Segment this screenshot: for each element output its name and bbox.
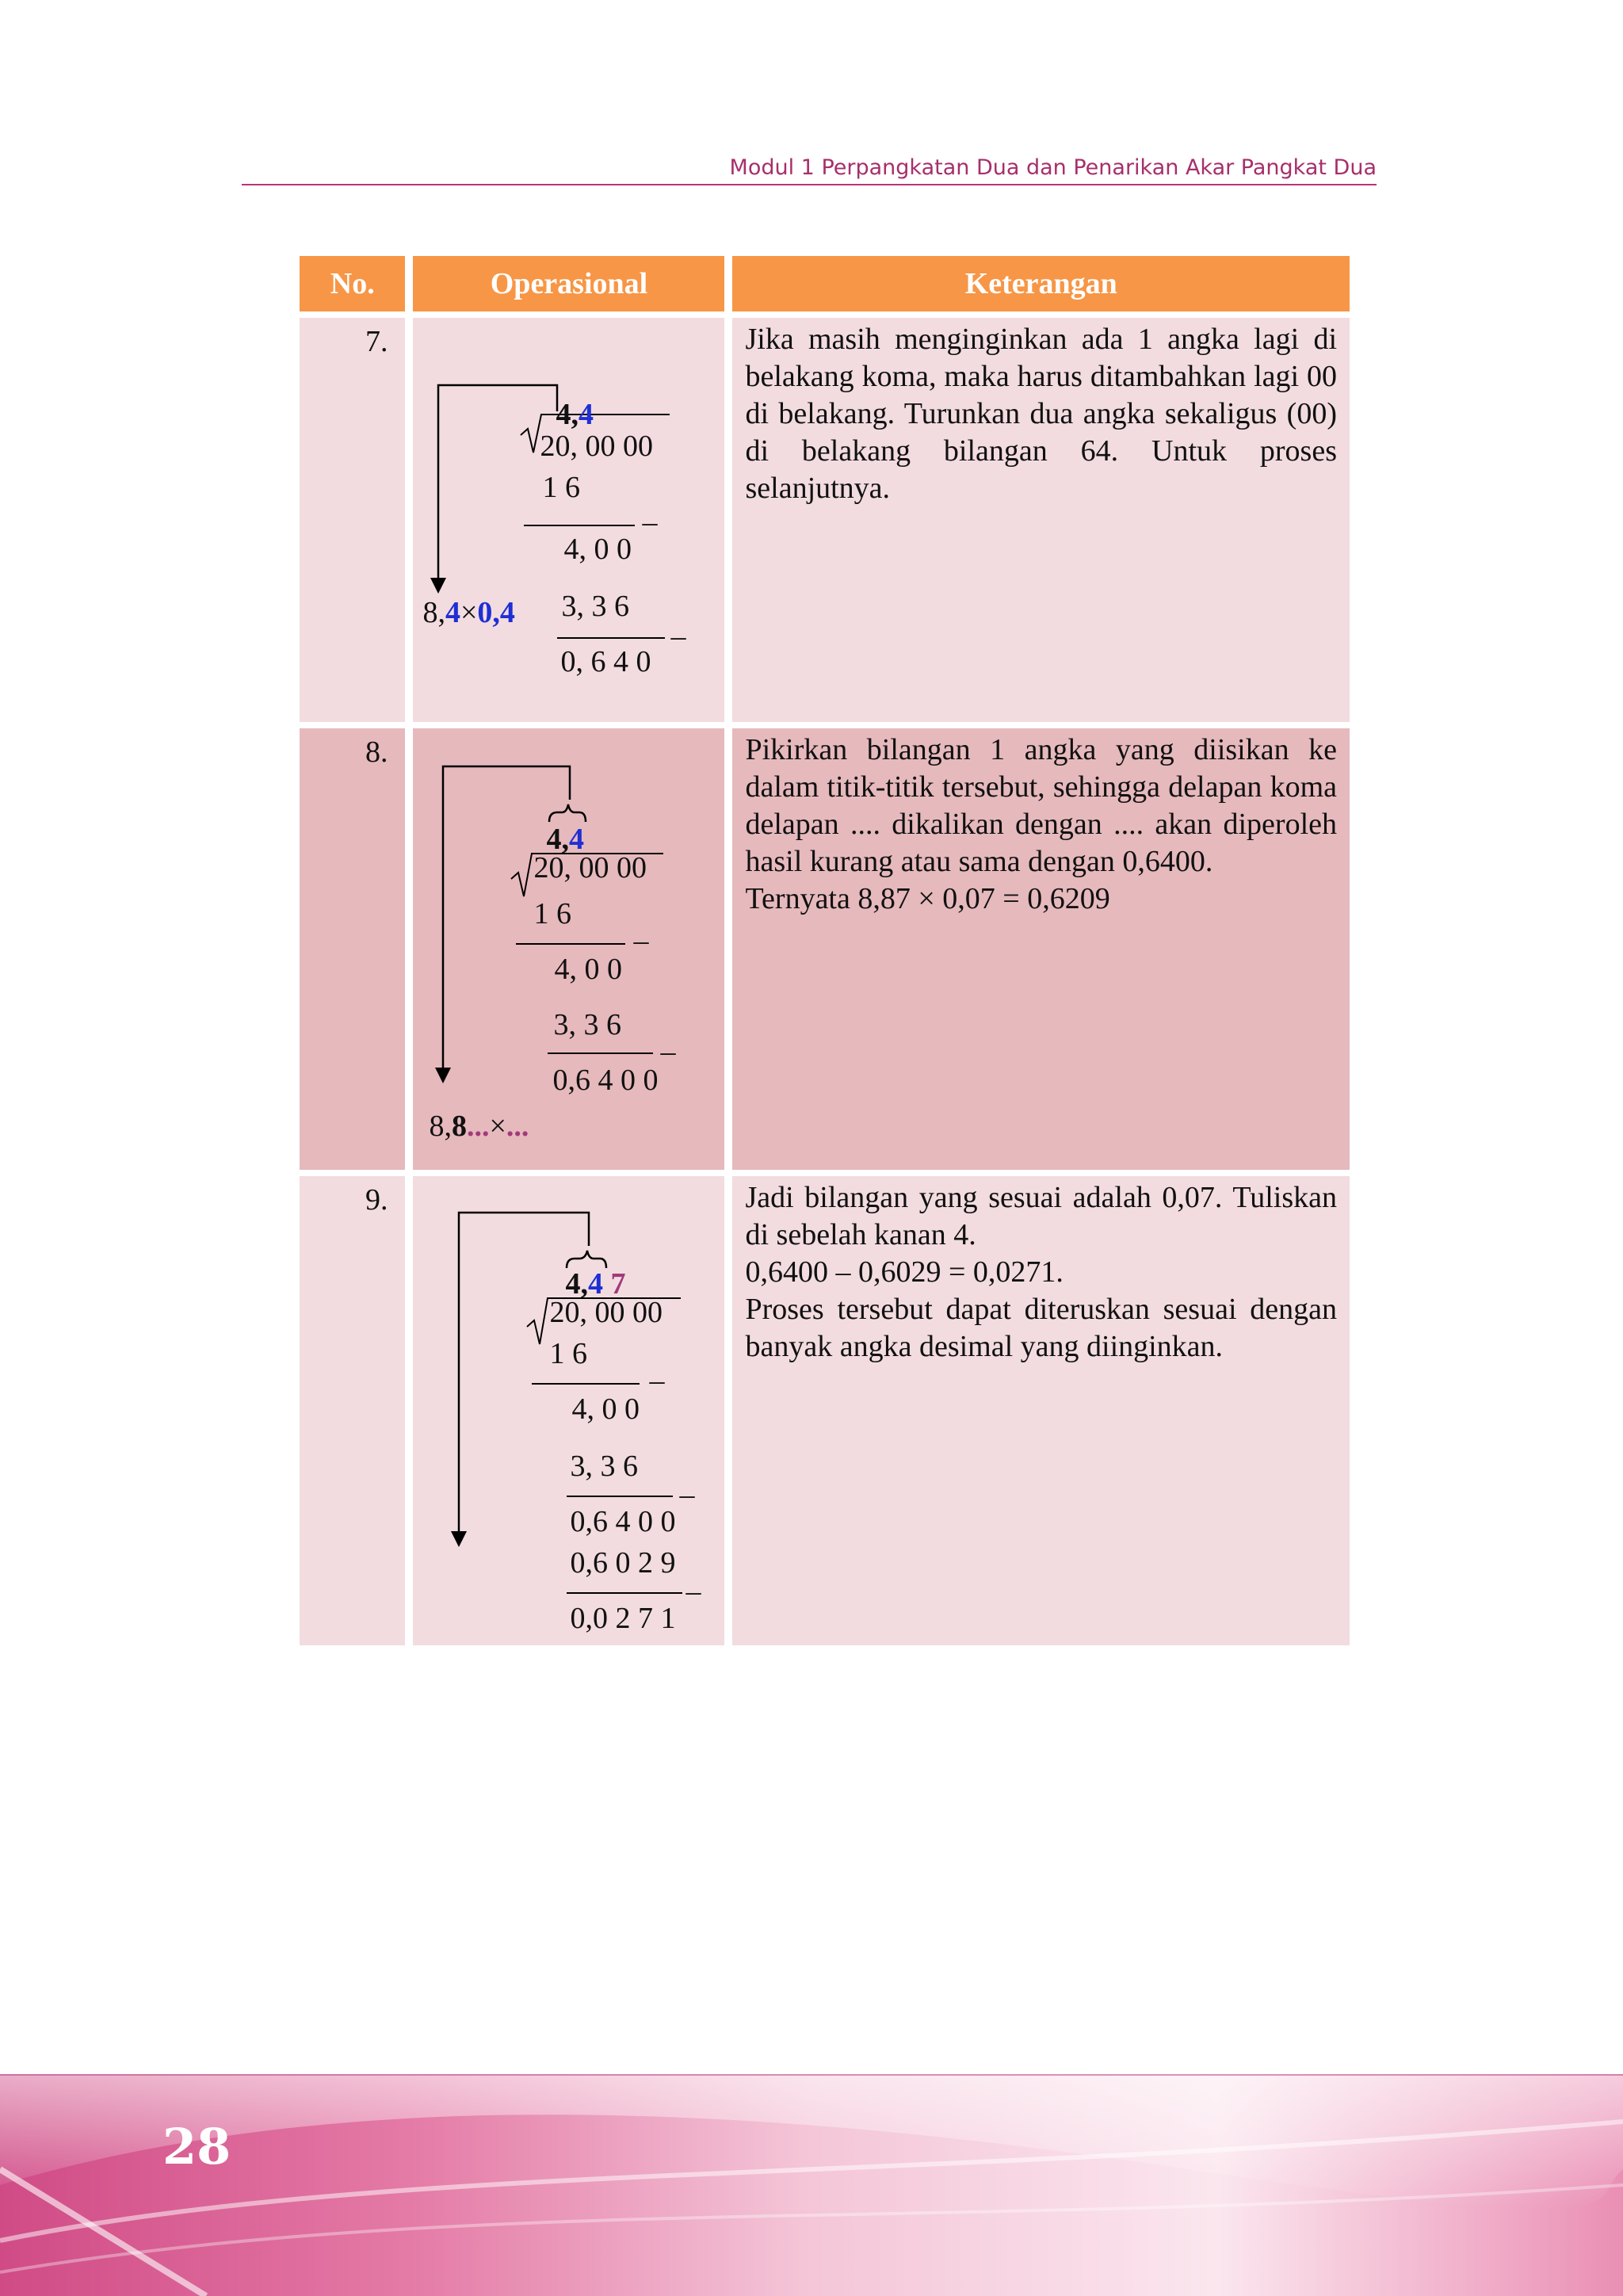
minus-sign: – (649, 1364, 665, 1397)
minus-sign: – (670, 620, 686, 653)
step-2: 3, 3 6 (570, 1450, 638, 1483)
quotient-digit: 4 (568, 823, 584, 856)
minus-sign: – (633, 924, 649, 957)
step-2: 3, 3 6 (553, 1008, 621, 1041)
step-1: 1 6 (542, 471, 580, 504)
radicand: 20, 00 00 (549, 1296, 663, 1329)
row-number: 8. (365, 735, 388, 769)
long-division-8 (413, 728, 724, 1170)
running-header (242, 155, 1377, 185)
row-number-cell (300, 1176, 405, 1645)
table-row-8 (300, 728, 1350, 1170)
row-number: 9. (365, 1183, 388, 1217)
column-header-operasional: Operasional (413, 256, 724, 311)
description-text: Proses tersebut dapat diteruskan sesuai dengan banyak angka desimal yang diinginkan. (745, 1293, 1337, 1363)
remainder-1: 4, 0 0 (563, 533, 632, 566)
side-integer: 8, (429, 1110, 452, 1143)
side-integer: 8, (422, 596, 445, 629)
description-text: Jadi bilangan yang sesuai adalah 0,07. Tuliskan di sebelah kanan 4. (745, 1181, 1337, 1251)
long-division-9 (413, 1176, 724, 1645)
step-1: 1 6 (549, 1337, 587, 1370)
side-placeholder: ... (506, 1110, 529, 1143)
minus-sign: – (660, 1035, 676, 1068)
remainder-3: 0,0 2 7 1 (570, 1602, 676, 1635)
description-text: Ternyata 8,87 × 0,07 = 0,6209 (745, 882, 1110, 915)
operation-cell (413, 1176, 724, 1645)
description-text: 0,6400 – 0,6029 = 0,0271. (745, 1255, 1064, 1289)
column-header-no: No. (300, 256, 405, 311)
description-text: Pikirkan bilangan 1 angka yang diisikan ke dalam titik-titik tersebut, sehingga delapan koma delapan .... dikalikan dengan .... akan diperoleh hasil kurang atau sama dengan 0,6400. (745, 733, 1337, 878)
remainder-2: 0,6 4 0 0 (570, 1505, 676, 1538)
minus-sign: – (685, 1575, 701, 1608)
footer-banner (0, 2074, 1623, 2296)
quotient-integer: 4, (546, 823, 569, 856)
column-header-keterangan: Keterangan (732, 256, 1350, 311)
radicand: 20, 00 00 (540, 430, 653, 463)
quotient-digit: 7 (610, 1267, 626, 1301)
operation-cell (413, 728, 724, 1170)
description-text: Jika masih menginginkan ada 1 angka lagi di belakang koma, maka harus ditambahkan lagi 00 di belakang. Turunkan dua angka sekaligus (00) di belakang bilangan 64. Untuk proses selanjutnya. (745, 323, 1337, 505)
row-number-cell (300, 728, 405, 1170)
table-row-7 (300, 318, 1350, 722)
row-number-cell (300, 318, 405, 722)
step-3: 0,6 0 2 9 (570, 1546, 676, 1580)
side-digit: 8 (451, 1110, 467, 1143)
description-cell (732, 1176, 1350, 1645)
description-cell (732, 728, 1350, 1170)
table-row-9 (300, 1176, 1350, 1645)
times-sign: × (460, 596, 478, 629)
step-2: 3, 3 6 (561, 590, 629, 623)
table-header-row (300, 256, 1350, 311)
division-lines (413, 728, 724, 1170)
remainder-1: 4, 0 0 (554, 953, 622, 986)
description-cell (732, 318, 1350, 722)
quotient-integer: 4, (565, 1267, 588, 1301)
times-sign: × (489, 1110, 506, 1143)
side-multiplier: 0,4 (477, 596, 515, 629)
side-digit: 4 (445, 596, 460, 629)
quotient-integer: 4, (556, 398, 579, 431)
remainder-2: 0,6 4 0 0 (552, 1064, 659, 1097)
operation-cell (413, 318, 724, 722)
operations-table (292, 250, 1358, 1652)
quotient-digit: 4 (578, 398, 594, 431)
quotient-digit: 4 (587, 1267, 603, 1301)
side-placeholder: ... (466, 1110, 490, 1143)
minus-sign: – (679, 1478, 695, 1511)
division-lines (413, 1176, 724, 1645)
page-number: 28 (162, 2118, 231, 2176)
step-1: 1 6 (533, 897, 571, 930)
header-title: Modul 1 Perpangkatan Dua dan Penarikan Akar Pangkat Dua (729, 155, 1377, 180)
remainder-1: 4, 0 0 (571, 1392, 640, 1426)
long-division-7 (413, 318, 724, 722)
remainder-2: 0, 6 4 0 (560, 645, 651, 678)
minus-sign: – (642, 506, 658, 539)
radicand: 20, 00 00 (533, 851, 647, 884)
row-number: 7. (365, 325, 388, 358)
footer-decoration (0, 2074, 1623, 2296)
